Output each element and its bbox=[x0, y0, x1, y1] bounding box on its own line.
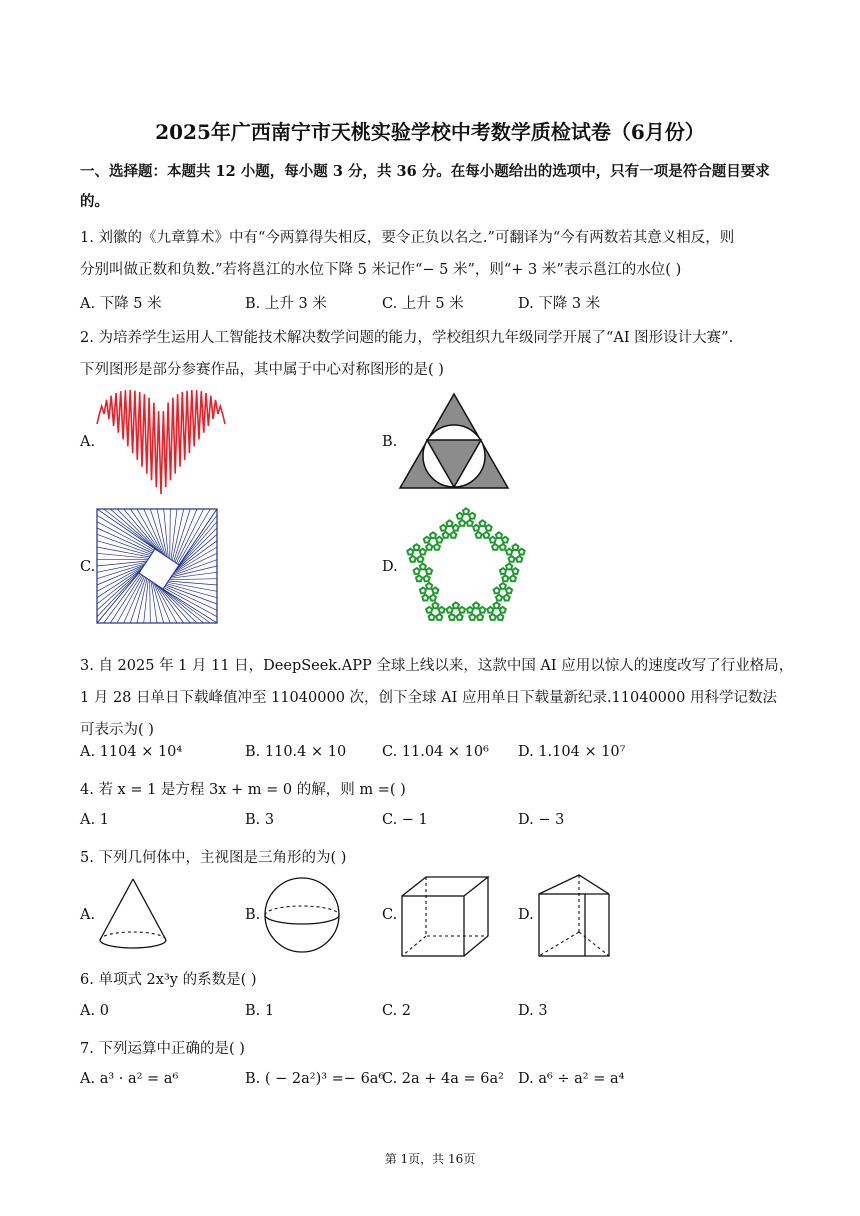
triangle-circle-figure bbox=[398, 392, 510, 490]
triangular-prism-figure bbox=[536, 872, 612, 958]
q2-option-b: B. bbox=[382, 434, 398, 450]
q5-option-c: C. bbox=[382, 907, 398, 923]
pentagon-fractal-figure bbox=[398, 500, 534, 634]
q7-option-d: D. a⁶ ÷ a² = a⁴ bbox=[518, 1071, 625, 1087]
q5-option-d: D. bbox=[518, 907, 534, 923]
q7-option-b: B. ( − 2a²)³ =− 6a⁶ bbox=[245, 1071, 385, 1087]
q3-line2: 1 月 28 日单日下载峰值冲至 11040000 次，创下全球 AI 应用单日下载量新纪录.11040000 用科学记数法 bbox=[80, 690, 777, 706]
spiral-square-figure bbox=[95, 507, 219, 625]
q2-option-d: D. bbox=[382, 559, 398, 575]
q3-option-a: A. 1104 × 10⁴ bbox=[80, 744, 183, 760]
q4-option-c: C. − 1 bbox=[382, 812, 428, 828]
cube-figure bbox=[399, 874, 491, 958]
q4-option-a: A. 1 bbox=[80, 812, 109, 828]
q6-option-a: A. 0 bbox=[80, 1003, 109, 1019]
q7-option-a: A. a³ · a² = a⁶ bbox=[80, 1071, 179, 1087]
q2-line1: 2. 为培养学生运用人工智能技术解决数学问题的能力，学校组织九年级同学开展了“AI 图形设计大赛”. bbox=[80, 330, 734, 346]
q1-line1: 1. 刘徽的《九章算术》中有“今两算得失相反，要令正负以名之.”可翻译为“今有两数若其意义相反，则 bbox=[80, 230, 735, 246]
q6-option-b: B. 1 bbox=[245, 1003, 275, 1019]
section-heading: 一、选择题：本题共 12 小题，每小题 3 分，共 36 分。在每小题给出的选项中，只有一项是符合题目要求 bbox=[80, 163, 770, 180]
cone-figure bbox=[97, 876, 169, 954]
q2-option-c: C. bbox=[80, 559, 96, 575]
q4-line1: 4. 若 x = 1 是方程 3x + m = 0 的解，则 m =( ) bbox=[80, 782, 406, 798]
q2-line2: 下列图形是部分参赛作品，其中属于中心对称图形的是( ) bbox=[80, 362, 444, 378]
q2-option-a: A. bbox=[80, 434, 96, 450]
q5-option-b: B. bbox=[245, 907, 261, 923]
sphere-figure bbox=[262, 875, 342, 955]
q1-option-b: B. 上升 3 米 bbox=[245, 296, 327, 312]
q6-option-d: D. 3 bbox=[518, 1003, 548, 1019]
page-footer: 第 1页，共 16页 bbox=[384, 1152, 476, 1166]
q4-option-d: D. − 3 bbox=[518, 812, 565, 828]
q3-option-c: C. 11.04 × 10⁶ bbox=[382, 744, 489, 760]
q7-option-c: C. 2a + 4a = 6a² bbox=[382, 1071, 504, 1087]
q1-option-d: D. 下降 3 米 bbox=[518, 296, 601, 312]
q6-option-c: C. 2 bbox=[382, 1003, 412, 1019]
q6-line1: 6. 单项式 2x³y 的系数是( ) bbox=[80, 972, 257, 988]
heart-wave-figure bbox=[95, 384, 227, 498]
q3-option-b: B. 110.4 × 10 bbox=[245, 744, 347, 760]
q3-line3: 可表示为( ) bbox=[80, 722, 154, 738]
q1-option-c: C. 上升 5 米 bbox=[382, 296, 464, 312]
q5-option-a: A. bbox=[80, 907, 96, 923]
q3-option-d: D. 1.104 × 10⁷ bbox=[518, 744, 626, 760]
section-heading-cont: 的。 bbox=[80, 193, 109, 210]
q3-line1: 3. 自 2025 年 1 月 11 日，DeepSeek.APP 全球上线以来，这款中国 AI 应用以惊人的速度改写了行业格局， bbox=[80, 658, 794, 674]
q5-line1: 5. 下列几何体中，主视图是三角形的为( ) bbox=[80, 850, 347, 866]
q1-option-a: A. 下降 5 米 bbox=[80, 296, 162, 312]
page-title: 2025年广西南宁市天桃实验学校中考数学质检试卷（6月份） bbox=[155, 120, 705, 144]
q4-option-b: B. 3 bbox=[245, 812, 275, 828]
q7-line1: 7. 下列运算中正确的是( ) bbox=[80, 1041, 245, 1057]
q1-line2: 分别叫做正数和负数.”若将邕江的水位下降 5 米记作“− 5 米”，则“+ 3 米”表示邕江的水位( ) bbox=[80, 262, 682, 278]
